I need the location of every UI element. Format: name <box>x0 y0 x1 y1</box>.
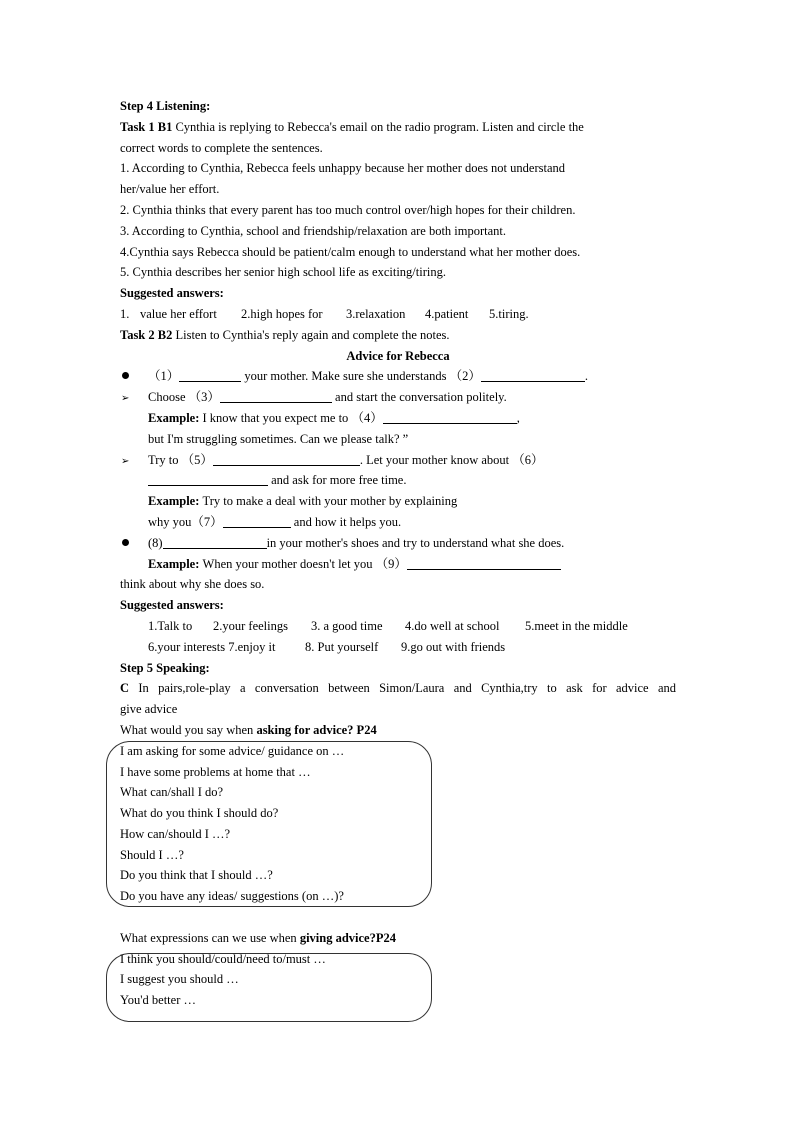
step5-c-label: C <box>120 681 130 696</box>
ask-q-b: asking for advice? P24 <box>256 722 377 737</box>
ask-q-a: What would you say when <box>120 722 257 737</box>
blank-8[interactable] <box>163 534 267 549</box>
suggested-answers-label-2: Suggested answers: <box>120 598 224 613</box>
blank-number-6: （6） <box>512 452 544 467</box>
answer2-2: 2.your feelings <box>213 618 288 633</box>
give-item: You'd better … <box>120 993 196 1008</box>
note-2-choose: Choose <box>148 390 189 405</box>
note-3-line2 <box>120 470 676 491</box>
ask-item: What do you think I should do? <box>120 806 279 821</box>
give-item: I suggest you should … <box>120 972 239 987</box>
note-2-text: and start the conversation politely. <box>331 390 507 405</box>
note-1: （1） your mother. Make sure she understands （2） . <box>120 366 676 387</box>
task1-text-a: Cynthia is replying to Rebecca's email on the radio program. Listen and circle the <box>172 119 584 134</box>
blank-number-4: （4） <box>351 410 383 425</box>
question-5: 5. Cynthia describes her senior high school life as exciting/tiring. <box>120 265 446 280</box>
answer-1: value her effort <box>140 306 217 321</box>
answer2-4: 4.do well at school <box>405 618 500 633</box>
answer2-8: 8. Put yourself <box>305 639 379 654</box>
answer2-9: 9.go out with friends <box>401 639 506 654</box>
blank-number-1: （1） <box>148 369 180 384</box>
arrow-bullet-icon: ➢ <box>121 393 130 405</box>
bullet-dot-icon <box>122 539 129 546</box>
step5-c-text-a: In pairs,role-play a conversation between Simon/Laura and Cynthia,try to ask for advice and <box>129 681 676 696</box>
task2-text: Listen to Cynthia's reply again and complete the notes. <box>172 327 450 342</box>
blank-number-8: (8) <box>148 535 163 550</box>
ask-item: I have some problems at home that … <box>120 764 311 779</box>
worksheet-page <box>120 96 676 1011</box>
note-3-text: . Let your mother know about <box>359 452 513 467</box>
note-2 <box>120 387 676 408</box>
note-3-try: Try to <box>148 452 182 467</box>
note-4 <box>120 533 676 554</box>
blank-6[interactable] <box>148 471 268 486</box>
example-1-line2: but I'm struggling sometimes. Can we please talk? ” <box>148 431 409 446</box>
example-1-end: , <box>516 410 520 425</box>
blank-number-9: （9） <box>375 556 407 571</box>
blank-7[interactable] <box>223 513 291 528</box>
arrow-bullet-icon: ➢ <box>121 455 130 467</box>
question-4: 4.Cynthia says Rebecca should be patient/calm enough to understand what her mother does. <box>120 244 581 259</box>
ask-item: Do you think that I should …? <box>120 868 273 883</box>
blank-9[interactable] <box>407 555 561 570</box>
example-1-text: I know that you expect me to <box>202 410 352 425</box>
note-3 <box>120 450 676 471</box>
spacer <box>120 907 676 928</box>
example-3-label: Example: <box>148 556 203 571</box>
question-1a: 1. According to Cynthia, Rebecca feels unhappy because her mother does not understand <box>120 161 566 176</box>
task2-line <box>120 325 676 346</box>
question-3: 3. According to Cynthia, school and friendship/relaxation are both important. <box>120 223 507 238</box>
step5-title: Step 5 Speaking: <box>120 660 210 675</box>
task1-text-b: correct words to complete the sentences. <box>120 140 323 155</box>
notes-title: Advice for Rebecca <box>346 348 450 363</box>
answer-num-1: 1. <box>120 306 130 321</box>
step5-c-line-1 <box>120 678 676 699</box>
task1-line-1 <box>120 117 676 138</box>
ask-item: I am asking for some advice/ guidance on … <box>120 743 345 758</box>
example-2 <box>120 491 676 512</box>
example-3-text: When your mother doesn't let you <box>202 556 376 571</box>
ask-item: How can/should I …? <box>120 826 231 841</box>
example-2-line2b: and how it helps you. <box>290 514 402 529</box>
blank-number-5: （5） <box>181 452 213 467</box>
blank-3[interactable] <box>220 388 332 403</box>
answer2-3: 3. a good time <box>311 618 383 633</box>
blank-4[interactable] <box>383 409 517 424</box>
example-2-line2a: why you（7） <box>148 514 223 529</box>
blank-1[interactable] <box>179 367 241 382</box>
answers-task2-row2 <box>120 637 676 658</box>
give-advice-question <box>120 928 676 949</box>
bullet-dot-icon <box>122 372 129 379</box>
ask-item: Should I …? <box>120 847 184 862</box>
answers-task1 <box>120 304 676 325</box>
example-3 <box>120 554 676 575</box>
answer2-6-7: 6.your interests 7.enjoy it <box>148 639 276 654</box>
blank-5[interactable] <box>213 451 360 466</box>
question-2: 2. Cynthia thinks that every parent has too much control over/high hopes for their children. <box>120 202 576 217</box>
example-2-text: Try to make a deal with your mother by explaining <box>202 494 458 509</box>
example-2-label: Example: <box>148 494 203 509</box>
blank-2[interactable] <box>481 367 585 382</box>
example-1-label: Example: <box>148 410 203 425</box>
note-1-text: your mother. Make sure she understands <box>241 369 450 384</box>
blank-number-3: （3） <box>188 390 220 405</box>
answer-4: 4.patient <box>425 306 469 321</box>
question-1b: her/value her effort. <box>120 182 220 197</box>
example-3-line2: think about why she does so. <box>120 577 265 592</box>
example-1 <box>120 408 676 429</box>
step5-c-text-b: give advice <box>120 702 178 717</box>
ask-item: Do you have any ideas/ suggestions (on …)? <box>120 889 344 904</box>
task2-label: Task 2 B2 <box>120 327 173 342</box>
blank-number-2: （2） <box>449 369 481 384</box>
answer2-1: 1.Talk to <box>148 618 193 633</box>
answer2-5: 5.meet in the middle <box>525 618 628 633</box>
give-item: I think you should/could/need to/must … <box>120 951 326 966</box>
answer-5: 5.tiring. <box>489 306 529 321</box>
task1-label: Task 1 B1 <box>120 119 173 134</box>
note-3-text2: and ask for more free time. <box>268 473 407 488</box>
note-4-text: in your mother's shoes and try to understand what she does. <box>266 535 565 550</box>
example-2-line2 <box>120 512 676 533</box>
answer-2: 2.high hopes for <box>241 306 323 321</box>
suggested-answers-label-1: Suggested answers: <box>120 286 224 301</box>
step4-title: Step 4 Listening: <box>120 99 211 113</box>
give-q-a: What expressions can we use when <box>120 930 300 945</box>
ask-advice-question <box>120 720 676 741</box>
ask-item: What can/shall I do? <box>120 785 224 800</box>
answer-3: 3.relaxation <box>346 306 406 321</box>
answers-task2-row1 <box>120 616 676 637</box>
give-q-b: giving advice?P24 <box>299 930 396 945</box>
